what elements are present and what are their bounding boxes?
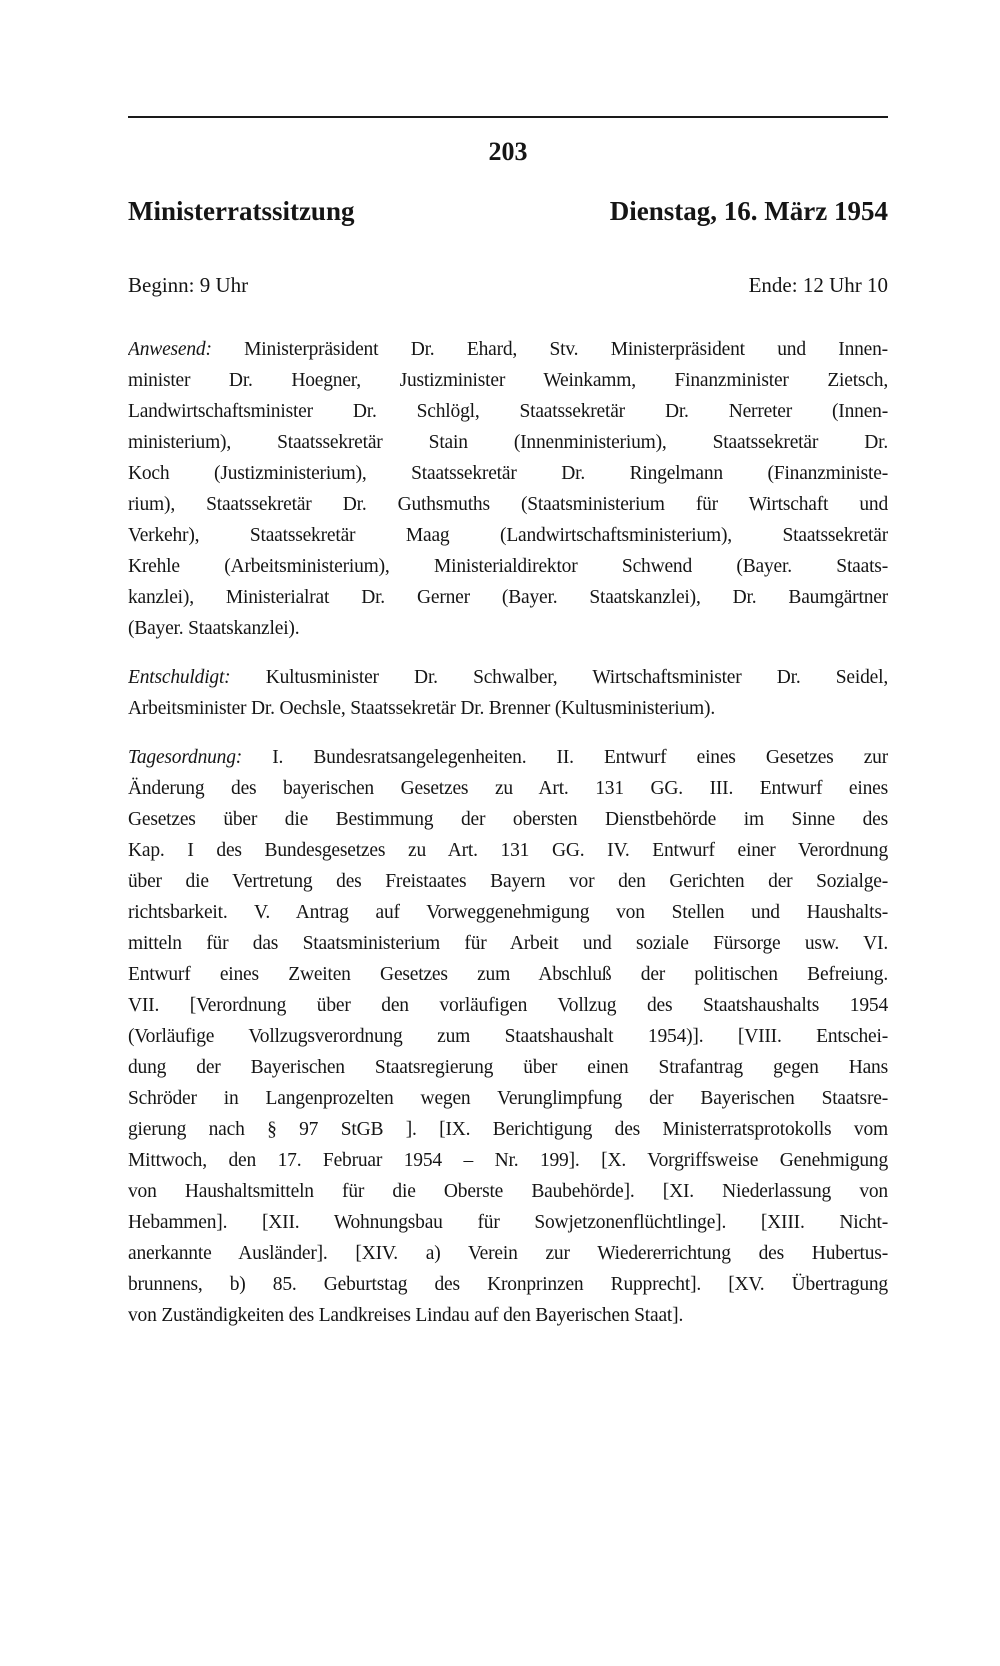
text-line: gierung nach § 97 StGB ]. [IX. Berichtigung des Ministerratsprotokolls vom xyxy=(128,1119,888,1140)
text-line: (Bayer. Staatskanzlei). xyxy=(128,618,300,639)
text-line: rium), Staatssekretär Dr. Guthsmuths (Staatsministerium für Wirtschaft und xyxy=(128,494,888,515)
end-time: Ende: 12 Uhr 10 xyxy=(748,273,888,297)
text-line: Hebammen]. [XII. Wohnungsbau für Sowjetzonenflüchtlinge]. [XIII. Nicht- xyxy=(128,1212,888,1233)
text-line: Landwirtschaftsminister Dr. Schlögl, Staatssekretär Dr. Nerreter (Innen- xyxy=(128,401,888,422)
text-line-rest: I. Bundesratsangelegenheiten. II. Entwurf eines Gesetzes zur xyxy=(272,747,888,768)
session-title: Ministerratssitzung xyxy=(128,196,355,226)
session-header xyxy=(128,194,888,228)
text-line: Änderung des bayerischen Gesetzes zu Art. 131 GG. III. Entwurf eines xyxy=(128,778,888,799)
text-line: ministerium), Staatssekretär Stain (Innenministerium), Staatssekretär Dr. xyxy=(128,432,888,453)
text-line: Kap. I des Bundesgesetzes zu Art. 131 GG. IV. Entwurf einer Verordnung xyxy=(128,840,888,861)
excused-paragraph xyxy=(128,662,888,724)
text-line: Entwurf eines Zweiten Gesetzes zum Abschluß der politischen Befreiung. xyxy=(128,964,888,985)
text-line: Gesetzes über die Bestimmung der obersten Dienstbehörde im Sinne des xyxy=(128,809,888,830)
text-line-rest: Kultusminister Dr. Schwalber, Wirtschaftsminister Dr. Seidel, xyxy=(265,667,888,688)
text-line: (Vorläufige Vollzugsverordnung zum Staatshaushalt 1954)]. [VIII. Entschei- xyxy=(128,1026,888,1047)
text-line: Koch (Justizministerium), Staatssekretär Dr. Ringelmann (Finanzministe- xyxy=(128,463,888,484)
paragraph-lead: Tagesordnung: xyxy=(128,747,243,768)
begin-time: Beginn: 9 Uhr xyxy=(128,273,249,297)
attendees-paragraph xyxy=(128,334,888,644)
text-line: minister Dr. Hoegner, Justizminister Weinkamm, Finanzminister Zietsch, xyxy=(128,370,888,391)
text-line: richtsbarkeit. V. Antrag auf Vorweggenehmigung von Stellen und Haushalts- xyxy=(128,902,888,923)
text-line: über die Vertretung des Freistaates Bayern vor den Gerichten der Sozialge- xyxy=(128,871,888,892)
session-date: Dienstag, 16. März 1954 xyxy=(609,196,888,226)
text-line: Verkehr), Staatssekretär Maag (Landwirtschaftsministerium), Staatssekretär xyxy=(128,525,888,546)
agenda-paragraph xyxy=(128,742,888,1331)
text-line xyxy=(128,742,888,773)
text-line: kanzlei), Ministerialrat Dr. Gerner (Bayer. Staatskanzlei), Dr. Baumgärtner xyxy=(128,587,888,608)
text-line: Schröder in Langenprozelten wegen Verunglimpfung der Bayerischen Staatsre- xyxy=(128,1088,888,1109)
paragraph-lead: Entschuldigt: xyxy=(128,667,231,688)
header-rule xyxy=(128,116,888,118)
text-line: brunnens, b) 85. Geburtstag des Kronprinzen Rupprecht]. [XV. Übertragung xyxy=(128,1274,888,1295)
text-line: von Zuständigkeiten des Landkreises Lindau auf den Bayerischen Staat]. xyxy=(128,1305,684,1326)
text-line-rest: Ministerpräsident Dr. Ehard, Stv. Ministerpräsident und Innen- xyxy=(244,339,888,360)
text-line: anerkannte Ausländer]. [XIV. a) Verein zur Wiedererrichtung des Hubertus- xyxy=(128,1243,888,1264)
text-line: von Haushaltsmitteln für die Oberste Baubehörde]. [XI. Niederlassung von xyxy=(128,1181,888,1202)
text-line xyxy=(128,334,888,365)
paragraph-lead: Anwesend: xyxy=(128,339,212,360)
text-line: dung der Bayerischen Staatsregierung über einen Strafantrag gegen Hans xyxy=(128,1057,888,1078)
text-line xyxy=(128,662,888,693)
text-line: Mittwoch, den 17. Februar 1954 – Nr. 199]. [X. Vorgriffsweise Genehmigung xyxy=(128,1150,888,1171)
session-times xyxy=(128,272,888,298)
text-line: VII. [Verordnung über den vorläufigen Vollzug des Staatshaushalts 1954 xyxy=(128,995,888,1016)
text-line: Krehle (Arbeitsministerium), Ministerialdirektor Schwend (Bayer. Staats- xyxy=(128,556,888,577)
text-line: Arbeitsminister Dr. Oechsle, Staatssekretär Dr. Brenner (Kultusministerium). xyxy=(128,698,715,719)
page-number: 203 xyxy=(488,137,528,166)
text-line: mitteln für das Staatsministerium für Arbeit und soziale Fürsorge usw. VI. xyxy=(128,933,888,954)
